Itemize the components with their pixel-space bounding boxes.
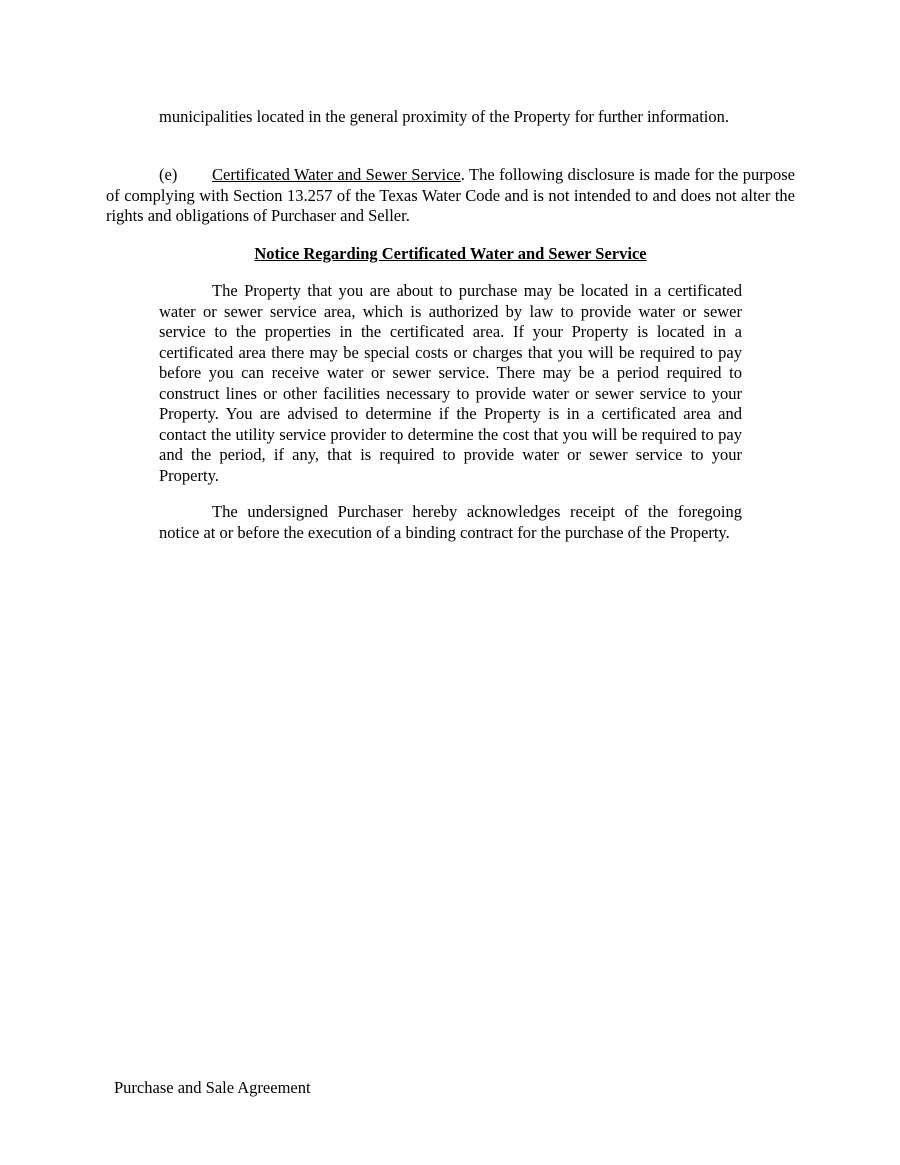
section-e-text: The following disclosure is made for the purpose of complying with Section 13.257 of the Texas Water Code and is not intended to and does not alter the rights and obligations of Purchaser and Seller. [106, 165, 796, 225]
page-footer: Purchase and Sale Agreement [114, 1078, 311, 1097]
section-e-heading: Certificated Water and Sewer Service [212, 165, 461, 184]
continuation-paragraph: municipalities located in the general proximity of the Property for further information. [159, 107, 729, 126]
notice-body-paragraph: The Property that you are about to purchase may be located in a certificated water or sewer service area, which is authorized by law to provide water or sewer service to the properties in the certificated area. If your Property is located in a certificated area there may be special costs or charges that you will be required to pay before you can receive water or sewer service. There may be a period required to construct lines or other facilities necessary to provide water or sewer service to your Property. You are advised to determine if the Property is in a certificated area and contact the utility service provider to determine the cost that you will be required to pay and the period, if any, that is required to provide water or sewer service to your Property. [159, 281, 742, 485]
section-e-marker: (e) [159, 165, 178, 184]
acknowledgment-paragraph: The undersigned Purchaser hereby acknowledges receipt of the foregoing notice at or before the execution of a binding contract for the purchase of the Property. [159, 502, 742, 542]
section-e-heading-suffix: . [460, 165, 465, 184]
notice-title: Notice Regarding Certificated Water and Sewer Service [254, 244, 647, 263]
section-e-paragraph [106, 165, 795, 227]
